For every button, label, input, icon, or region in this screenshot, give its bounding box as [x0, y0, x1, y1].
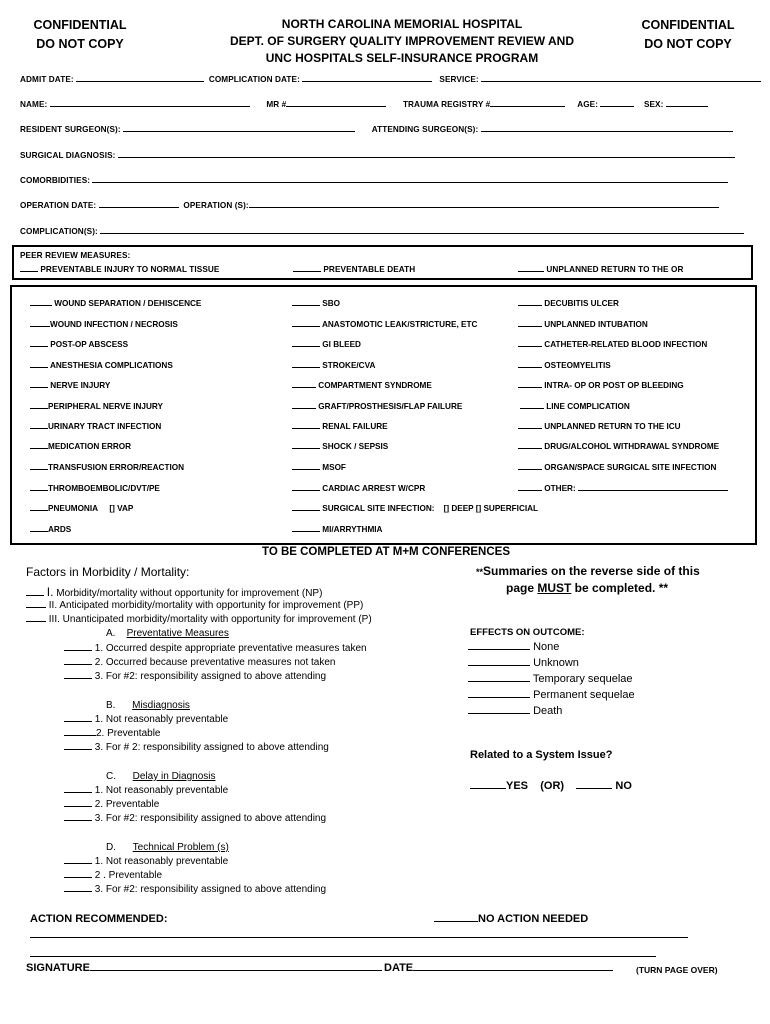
complication-item[interactable]: PERIPHERAL NERVE INJURY [30, 401, 163, 411]
complication-item[interactable]: WOUND INFECTION / NECROSIS [30, 319, 178, 329]
comorbidities-field[interactable]: COMORBIDITIES: [20, 175, 728, 185]
section-c-item[interactable]: 2. Preventable [64, 799, 159, 810]
admit-date-field[interactable]: ADMIT DATE: COMPLICATION DATE: SERVICE: [20, 74, 761, 84]
complication-item[interactable]: ORGAN/SPACE SURGICAL SITE INFECTION [518, 462, 716, 472]
complication-item[interactable]: INTRA- OP OR POST OP BLEEDING [518, 380, 684, 390]
complication-item[interactable]: UNPLANNED RETURN TO THE ICU [518, 421, 681, 431]
complication-item[interactable]: MI/ARRYTHMIA [292, 524, 382, 534]
complication-item[interactable]: UNPLANNED INTUBATION [518, 319, 648, 329]
section-a-item[interactable]: 1. Occurred despite appropriate preventative measures taken [64, 643, 367, 654]
complication-item[interactable]: GI BLEED [292, 339, 361, 349]
complication-item[interactable]: SURGICAL SITE INFECTION: [] DEEP [] SUPERFICIAL [292, 503, 538, 513]
complication-item[interactable]: CARDIAC ARREST W/CPR [292, 483, 425, 493]
complication-item[interactable]: THROMBOEMBOLIC/DVT/PE [30, 483, 160, 493]
section-c-item[interactable]: 3. For #2: responsibility assigned to above attending [64, 813, 326, 824]
complication-item[interactable]: MEDICATION ERROR [30, 441, 131, 451]
peer-review-heading: PEER REVIEW MEASURES: [20, 251, 131, 260]
system-issue-answer[interactable]: YES (OR) NO [470, 780, 632, 792]
complication-item[interactable]: OTHER: [518, 483, 728, 493]
complication-item[interactable]: STROKE/CVA [292, 360, 375, 370]
peer-review-item[interactable]: PREVENTABLE INJURY TO NORMAL TISSUE [20, 264, 219, 274]
complication-item[interactable]: CATHETER-RELATED BLOOD INFECTION [518, 339, 707, 349]
complications-field[interactable]: COMPLICATION(S): [20, 226, 744, 236]
complication-item[interactable]: COMPARTMENT SYNDROME [292, 380, 432, 390]
section-d-item[interactable]: 2 . Preventable [64, 870, 162, 881]
surgeons-field[interactable]: RESIDENT SURGEON(S): ATTENDING SURGEON(S): [20, 124, 733, 134]
section-b-item[interactable]: 3. For # 2: responsibility assigned to above attending [64, 742, 329, 753]
action-line-2[interactable] [30, 956, 656, 957]
complication-item[interactable]: POST-OP ABSCESS [30, 339, 128, 349]
complication-item[interactable]: LINE COMPLICATION [520, 401, 630, 411]
effect-option[interactable]: Temporary sequelae [468, 673, 633, 685]
complication-item[interactable]: WOUND SEPARATION / DEHISCENCE [30, 298, 201, 308]
section-b-item[interactable]: 2. Preventable [64, 728, 161, 739]
complication-item[interactable]: ANASTOMOTIC LEAK/STRICTURE, ETC [292, 319, 477, 329]
section-d-item[interactable]: 3. For #2: responsibility assigned to above attending [64, 884, 326, 895]
complication-item[interactable]: ANESTHESIA COMPLICATIONS [30, 360, 173, 370]
action-recommended-label: ACTION RECOMMENDED: [30, 913, 168, 925]
complication-item[interactable]: DRUG/ALCOHOL WITHDRAWAL SYNDROME [518, 441, 719, 451]
system-issue-question: Related to a System Issue? [470, 749, 613, 761]
section-a-item[interactable]: 2. Occurred because preventative measures not taken [64, 657, 335, 668]
operation-field[interactable]: OPERATION DATE: OPERATION (S): [20, 200, 719, 210]
complication-item[interactable]: SHOCK / SEPSIS [292, 441, 388, 451]
complication-item[interactable]: SBO [292, 298, 340, 308]
section-b-title: B. Misdiagnosis [106, 700, 190, 711]
effect-option[interactable]: None [468, 641, 559, 653]
action-line-1[interactable] [30, 937, 688, 938]
complication-item[interactable]: NERVE INJURY [30, 380, 110, 390]
section-a-item[interactable]: 3. For #2: responsibility assigned to above attending [64, 671, 326, 682]
factor-1[interactable]: I. Morbidity/mortality without opportunity for improvement (NP) [26, 585, 322, 599]
complication-item[interactable]: GRAFT/PROSTHESIS/FLAP FAILURE [292, 401, 462, 411]
section-c-item[interactable]: 1. Not reasonably preventable [64, 785, 228, 796]
name-field[interactable]: NAME: MR # TRAUMA REGISTRY # AGE: SEX: [20, 99, 708, 109]
peer-review-item[interactable]: PREVENTABLE DEATH [293, 264, 415, 274]
signature-field[interactable]: SIGNATURE [26, 962, 382, 974]
effect-option[interactable]: Unknown [468, 657, 579, 669]
complication-item[interactable]: PNEUMONIA [] VAP [30, 503, 133, 513]
complication-item[interactable]: URINARY TRACT INFECTION [30, 421, 161, 431]
turn-page-note: (TURN PAGE OVER) [636, 965, 718, 975]
complication-item[interactable]: OSTEOMYELITIS [518, 360, 611, 370]
factor-2[interactable]: II. Anticipated morbidity/mortality with opportunity for improvement (PP) [26, 600, 363, 611]
section-d-item[interactable]: 1. Not reasonably preventable [64, 856, 228, 867]
confidential-right: CONFIDENTIAL DO NOT COPY [641, 18, 735, 51]
form-title: NORTH CAROLINA MEMORIAL HOSPITAL DEPT. OF SURGERY QUALITY IMPROVEMENT REVIEW AND UNC HOSPITALS SELF-INSURANCE PROGRAM [229, 17, 575, 65]
effect-option[interactable]: Death [468, 705, 562, 717]
surgical-diagnosis-field[interactable]: SURGICAL DIAGNOSIS: [20, 150, 735, 160]
summaries-note: **Summaries on the reverse side of this [476, 564, 700, 578]
complication-item[interactable]: MSOF [292, 462, 346, 472]
factors-title: Factors in Morbidity / Mortality: [26, 565, 190, 579]
section-a-title: A. Preventative Measures [106, 628, 229, 639]
summaries-note-2: page MUST be completed. ** [506, 581, 669, 595]
peer-review-item[interactable]: UNPLANNED RETURN TO THE OR [518, 264, 683, 274]
section-d-title: D. Technical Problem (s) [106, 842, 229, 853]
section-b-item[interactable]: 1. Not reasonably preventable [64, 714, 228, 725]
effects-title: EFFECTS ON OUTCOME: [470, 627, 585, 638]
complication-item[interactable]: TRANSFUSION ERROR/REACTION [30, 462, 184, 472]
factor-3[interactable]: III. Unanticipated morbidity/mortality with opportunity for improvement (P) [26, 614, 372, 625]
complication-item[interactable]: DECUBITIS ULCER [518, 298, 619, 308]
complication-item[interactable]: RENAL FAILURE [292, 421, 388, 431]
section-c-title: C. Delay in Diagnosis [106, 771, 216, 782]
effect-option[interactable]: Permanent sequelae [468, 689, 635, 701]
confidential-left: CONFIDENTIAL DO NOT COPY [33, 18, 127, 51]
mm-heading: TO BE COMPLETED AT M+M CONFERENCES [262, 546, 511, 558]
complication-item[interactable]: ARDS [30, 524, 71, 534]
no-action-option[interactable]: NO ACTION NEEDED [434, 913, 588, 925]
date-field[interactable]: DATE [384, 962, 613, 974]
